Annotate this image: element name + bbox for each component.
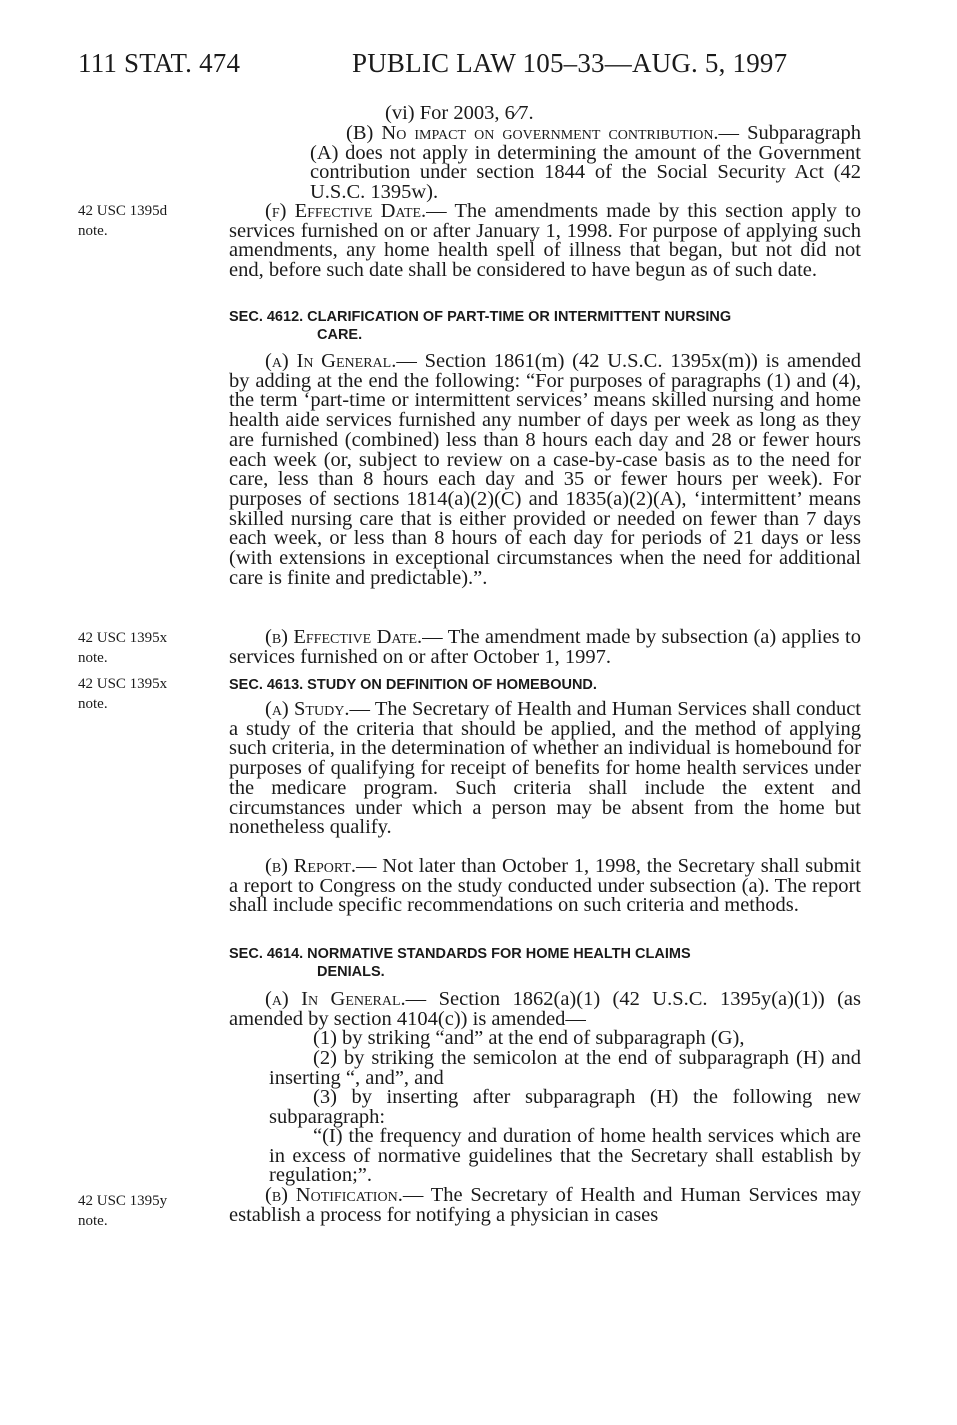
margin-note [78,674,198,714]
subsection-text: The Secretary of Health and Human Services may establish a process for notifying a physician in cases [229,1184,861,1226]
subsection-heading: (a) Study.— [265,698,370,720]
margin-note-label: note. [78,696,108,712]
subsection-heading: (a) In General.— [265,988,427,1010]
clause-vi-text: (vi) For 2003, 6⁄7. [385,102,534,124]
subsection-text: Not later than October 1, 1998, the Secretary shall submit a report to Congress on the study conducted under subsection (a). The report shall include specific recommendations on such criteria and methods. [229,855,861,917]
amendment-item [229,1029,861,1049]
section-heading-text: SEC. 4612. CLARIFICATION OF PART-TIME OR INTERMITTENT NURSING [229,309,732,325]
margin-note-ref: 42 USC 1395y [78,1193,168,1209]
inserted-subparagraph-text: “(I) the frequency and duration of home health services which are in excess of normative guidelines that the Secretary shall establish by regulation;”. [269,1125,861,1187]
subparagraph-b-text: Subparagraph (A) does not apply in determining the amount of the Government contribution under section 1844 of the Social Security Act (42 U.S.C. 1395w). [310,122,861,204]
section-4613-subsection-a [229,700,861,838]
amendment-item-text: (3) by inserting after subparagraph (H) the following new subparagraph: [269,1086,861,1128]
section-heading-continuation: DENIALS. [317,964,385,980]
margin-note-label: note. [78,1213,108,1229]
subsection-heading: (a) In General.— [265,350,417,372]
subsection-text: Section 1862(a)(1) (42 U.S.C. 1395y(a)(1)) (as amended by section 4104(c)) is amended— [229,988,861,1030]
section-4613-heading [229,676,861,694]
subparagraph-b-heading: (B) No impact on government contribution.— [346,122,740,144]
margin-note-ref: 42 USC 1395x [78,630,168,646]
section-heading-text: SEC. 4613. STUDY ON DEFINITION OF HOMEBOUND. [229,677,597,693]
margin-note-label: note. [78,223,108,239]
section-heading-continuation: CARE. [317,327,363,343]
margin-note [78,201,198,241]
section-4614-subsection-b [229,1186,861,1225]
amendment-item-text: (2) by striking the semicolon at the end of subparagraph (H) and inserting “, and”, and [269,1047,861,1089]
law-title: PUBLIC LAW 105–33—AUG. 5, 1997 [352,48,788,78]
subsection-text: Section 1861(m) (42 U.S.C. 1395x(m)) is amended by adding at the end the following: “For purposes of paragraphs (1) and (4), the term ‘part-time or intermittent services’ means skilled nursing and home health aide services furnished any number of days per week as long as they are furnished (combined) less than 8 hours each day and 28 or fewer hours each week (or, subject to review on a case-by-case basis as to the need for care, less than 8 hours each day and 35 or fewer hours per week). For purposes of sections 1814(a)(2)(C) and 1835(a)(2)(A), ‘intermittent’ means skilled nursing care that is either provided or needed on fewer than 7 days each week, or less than 8 hours of each day for periods of 21 days or less (with extensions in exceptional circumstances when the need for additional care is finite and predictable).”. [229,350,862,589]
subsection-text: The amendment made by subsection (a) applies to services furnished on or after October 1, 1997. [229,626,861,668]
inserted-subparagraph [269,1127,861,1186]
clause-vi [310,104,861,124]
subsection-heading: (b) Report.— [265,855,377,877]
subparagraph-b [310,124,861,203]
section-4614-heading [229,945,861,981]
section-4612-subsection-a [229,352,861,588]
section-4614-subsection-a [229,990,861,1029]
margin-note-label: note. [78,650,108,666]
amendment-item [269,1049,861,1088]
margin-note-ref: 42 USC 1395d [78,203,168,219]
subsection-heading: (b) Notification.— [265,1184,424,1206]
section-4613-subsection-b [229,857,861,916]
section-4612-heading [229,308,861,344]
margin-note [78,1191,198,1231]
subsection-f [229,202,861,281]
margin-note-ref: 42 USC 1395x [78,676,168,692]
amendment-item-text: (1) by striking “and” at the end of subparagraph (G), [313,1027,745,1049]
section-4612-subsection-b [229,628,861,667]
subsection-heading: (b) Effective Date.— [265,626,443,648]
amendment-item [269,1088,861,1127]
section-heading-text: SEC. 4614. NORMATIVE STANDARDS FOR HOME HEALTH CLAIMS [229,946,691,962]
subsection-text: The Secretary of Health and Human Services shall conduct a study of the criteria that should be applied, and the method of applying such criteria, in the determination of whether an individual is homebound for purposes of qualifying for receipt of benefits for home health services under the medicare program. Such criteria shall include the extent and circumstances under which a person may be absent from the home but nonetheless qualify. [229,698,861,839]
stat-page-number: 111 STAT. 474 [78,48,241,78]
subsection-f-text: The amendments made by this section apply to services furnished on or after January 1, 1998. For purpose of applying such amendments, any home health spell of illness that began, but not did not end, before such date shall be considered to have begun as of such date. [229,200,861,282]
subsection-f-heading: (f) Effective Date.— [265,200,447,222]
margin-note [78,628,198,668]
